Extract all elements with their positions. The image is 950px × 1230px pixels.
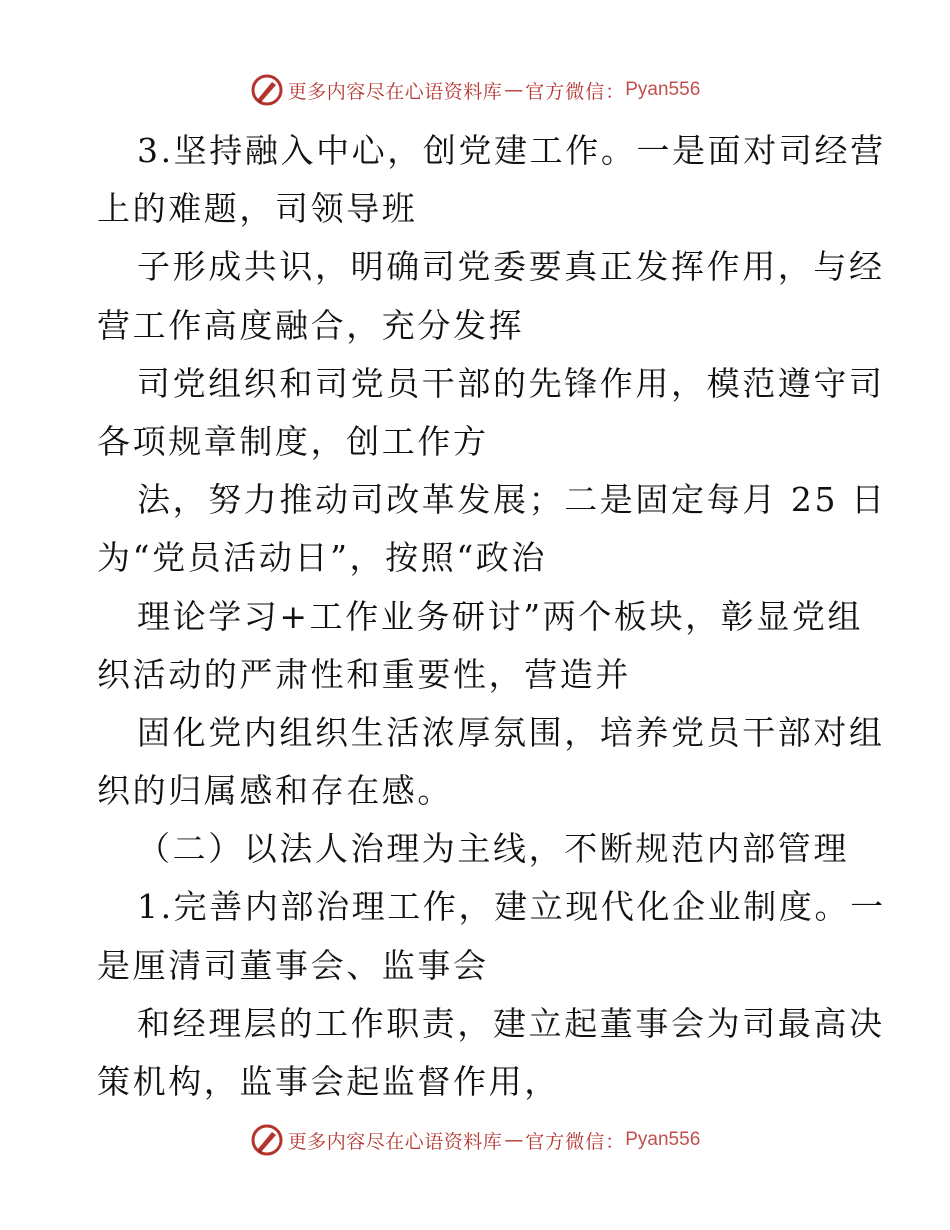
watermark-wechat-label: 官方微信： — [525, 1130, 626, 1153]
pen-logo-icon — [250, 73, 284, 107]
text-line: 为“党员活动日”，按照“政治 — [97, 538, 548, 578]
text-line: 1.完善内部治理工作，建立现代化企业制度。一 — [137, 887, 886, 927]
watermark-dash: — — [504, 79, 524, 101]
watermark-wechat-id: Pyan556 — [625, 1129, 701, 1150]
text-line: 上的难题，司领导班 — [97, 189, 418, 229]
text-line: 各项规章制度，创工作方 — [97, 421, 489, 461]
text-line: 和经理层的工作职责，建立起董事会为司最高决 — [137, 1003, 885, 1043]
text-line: 固化党内组织生活浓厚氛围，培养党员干部对组 — [137, 712, 885, 752]
document-body — [97, 122, 887, 1111]
text-line: 子形成共识，明确司党委要真正发挥作用，与经 — [137, 247, 885, 287]
text-line: 法，努力推动司改革发展；二是固定每月 25 日 — [137, 480, 887, 520]
watermark-main-text: 更多内容尽在心语资料库 — [287, 80, 503, 103]
watermark-footer — [0, 1120, 950, 1160]
watermark-wechat-label: 官方微信： — [525, 80, 626, 103]
text-line: 是厘清司董事会、监事会 — [97, 945, 489, 985]
text-line: 理论学习+工作业务研讨”两个板块，彰显党组 — [137, 596, 864, 636]
watermark-main-text: 更多内容尽在心语资料库 — [287, 1130, 503, 1153]
section-heading: （二）以法人治理为主线，不断规范内部管理 — [137, 829, 849, 869]
text-line: 策机构，监事会起监督作用， — [97, 1062, 560, 1101]
text-line: 织活动的严肃性和重要性，营造并 — [97, 654, 631, 694]
watermark-wechat-id: Pyan556 — [625, 79, 701, 100]
pen-logo-icon — [250, 1123, 284, 1157]
watermark-header — [0, 70, 950, 110]
watermark-dash: — — [504, 1129, 524, 1151]
text-line: 营工作高度融合，充分发挥 — [97, 305, 525, 345]
text-line: 司党组织和司党员干部的先锋作用，模范遵守司 — [137, 363, 885, 403]
text-line: 织的归属感和存在感。 — [97, 771, 453, 811]
text-line: 3.坚持融入中心，创党建工作。一是面对司经营 — [137, 131, 886, 170]
